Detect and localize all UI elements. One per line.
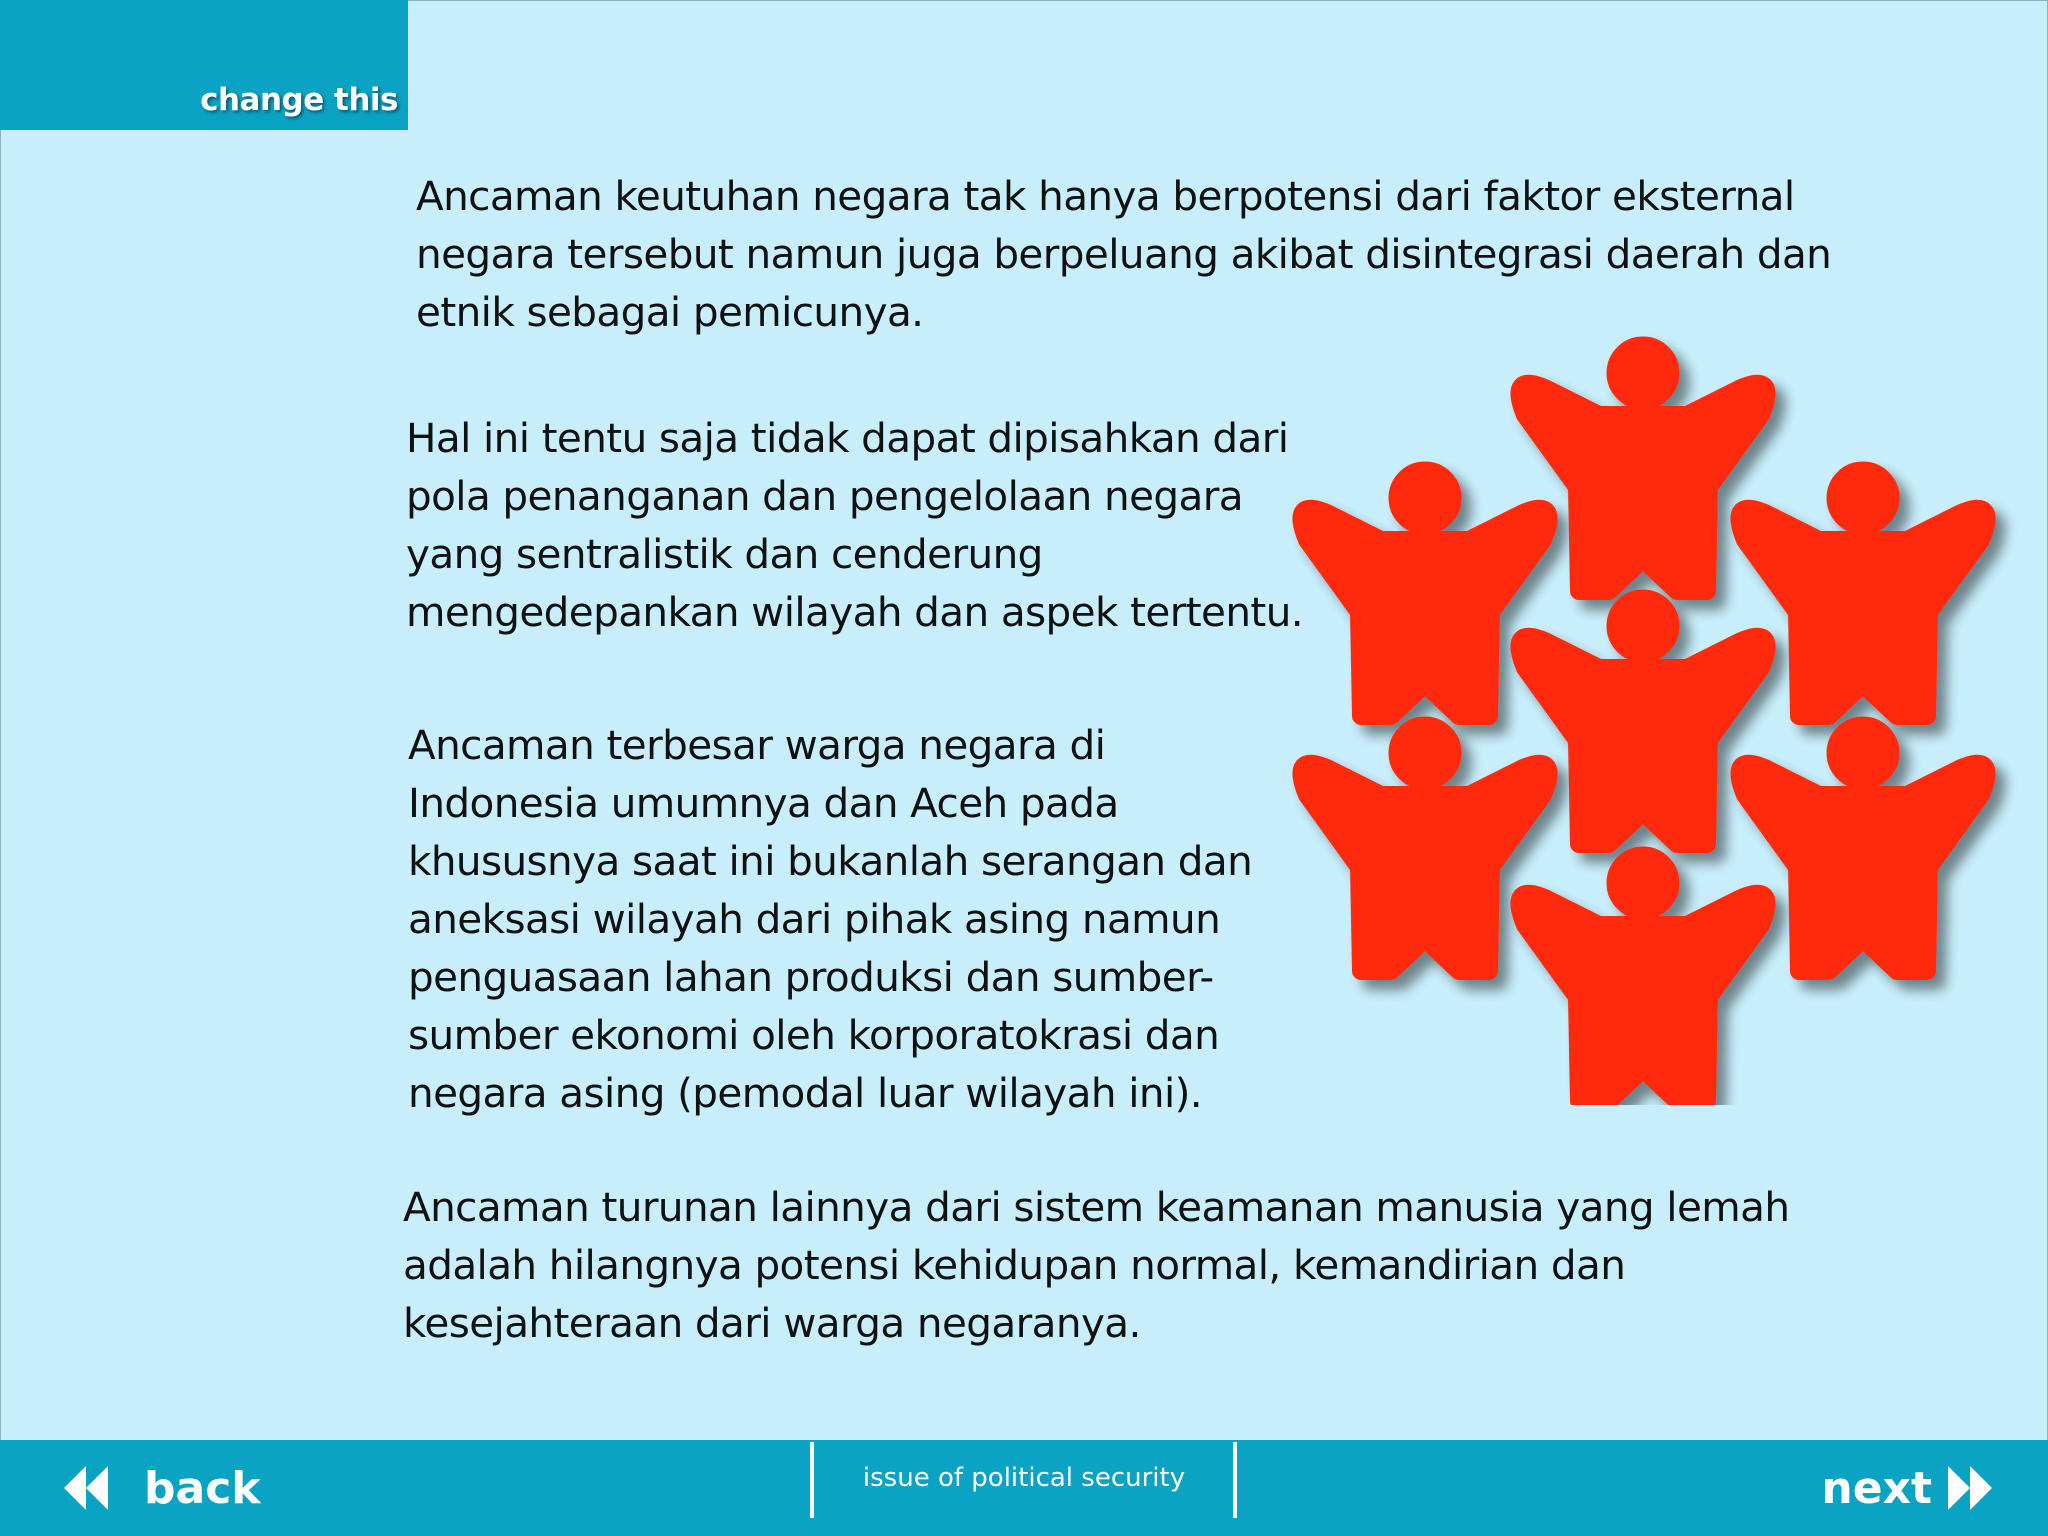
person-figure — [1739, 717, 1986, 971]
paragraph-2-line: yang sentralistik dan cenderung — [406, 530, 1043, 578]
paragraph-3-line: penguasaan lahan produksi dan sumber- — [408, 953, 1214, 1001]
paragraph-3-line: Indonesia umumnya dan Aceh pada — [408, 779, 1119, 827]
paragraph-2-line: mengedepankan wilayah dan aspek tertentu. — [406, 588, 1304, 636]
person-figure — [1301, 717, 1548, 971]
fast-forward-icon — [1948, 1466, 1996, 1510]
header-tab-label: change this — [200, 82, 398, 118]
paragraph-4-line: Ancaman turunan lainnya dari sistem keamanan manusia yang lemah — [403, 1183, 1790, 1231]
paragraph-1-line: etnik sebagai pemicunya. — [416, 288, 924, 336]
person-figure — [1739, 462, 1986, 716]
person-figure — [1519, 847, 1766, 1101]
person-figure — [1301, 462, 1548, 716]
paragraph-4-line: kesejahteraan dari warga negaranya. — [403, 1299, 1141, 1347]
next-button[interactable] — [1821, 1440, 1996, 1536]
paragraph-4 — [403, 1178, 1789, 1352]
paragraph-3-line: Ancaman terbesar warga negara di — [408, 721, 1106, 769]
rewind-icon — [64, 1466, 112, 1510]
header-tab[interactable] — [0, 0, 408, 130]
back-label: back — [144, 1462, 261, 1514]
paragraph-1 — [416, 167, 1831, 341]
paragraph-3-line: negara asing (pemodal luar wilayah ini). — [408, 1069, 1203, 1117]
paragraph-3-line: aneksasi wilayah dari pihak asing namun — [408, 895, 1221, 943]
paragraph-4-line: adalah hilangnya potensi kehidupan normal, kemandirian dan — [403, 1241, 1626, 1289]
section-title: issue of political security — [862, 1463, 1186, 1493]
person-figure — [1519, 590, 1766, 844]
back-button[interactable] — [64, 1440, 261, 1536]
people-group-icon — [1270, 325, 2030, 1105]
paragraph-1-line: Ancaman keutuhan negara tak hanya berpotensi dari faktor eksternal — [416, 172, 1795, 220]
next-label: next — [1821, 1462, 1932, 1514]
person-figure — [1519, 337, 1766, 591]
paragraph-2-line: pola penanganan dan pengelolaan negara — [406, 472, 1243, 520]
paragraph-3 — [408, 716, 1252, 1122]
paragraph-3-line: khususnya saat ini bukanlah serangan dan — [408, 837, 1253, 885]
paragraph-1-line: negara tersebut namun juga berpeluang akibat disintegrasi daerah dan — [416, 230, 1832, 278]
paragraph-3-line: sumber ekonomi oleh korporatokrasi dan — [408, 1011, 1220, 1059]
paragraph-2-line: Hal ini tentu saja tidak dapat dipisahkan dari — [406, 414, 1289, 462]
paragraph-2 — [406, 409, 1303, 641]
